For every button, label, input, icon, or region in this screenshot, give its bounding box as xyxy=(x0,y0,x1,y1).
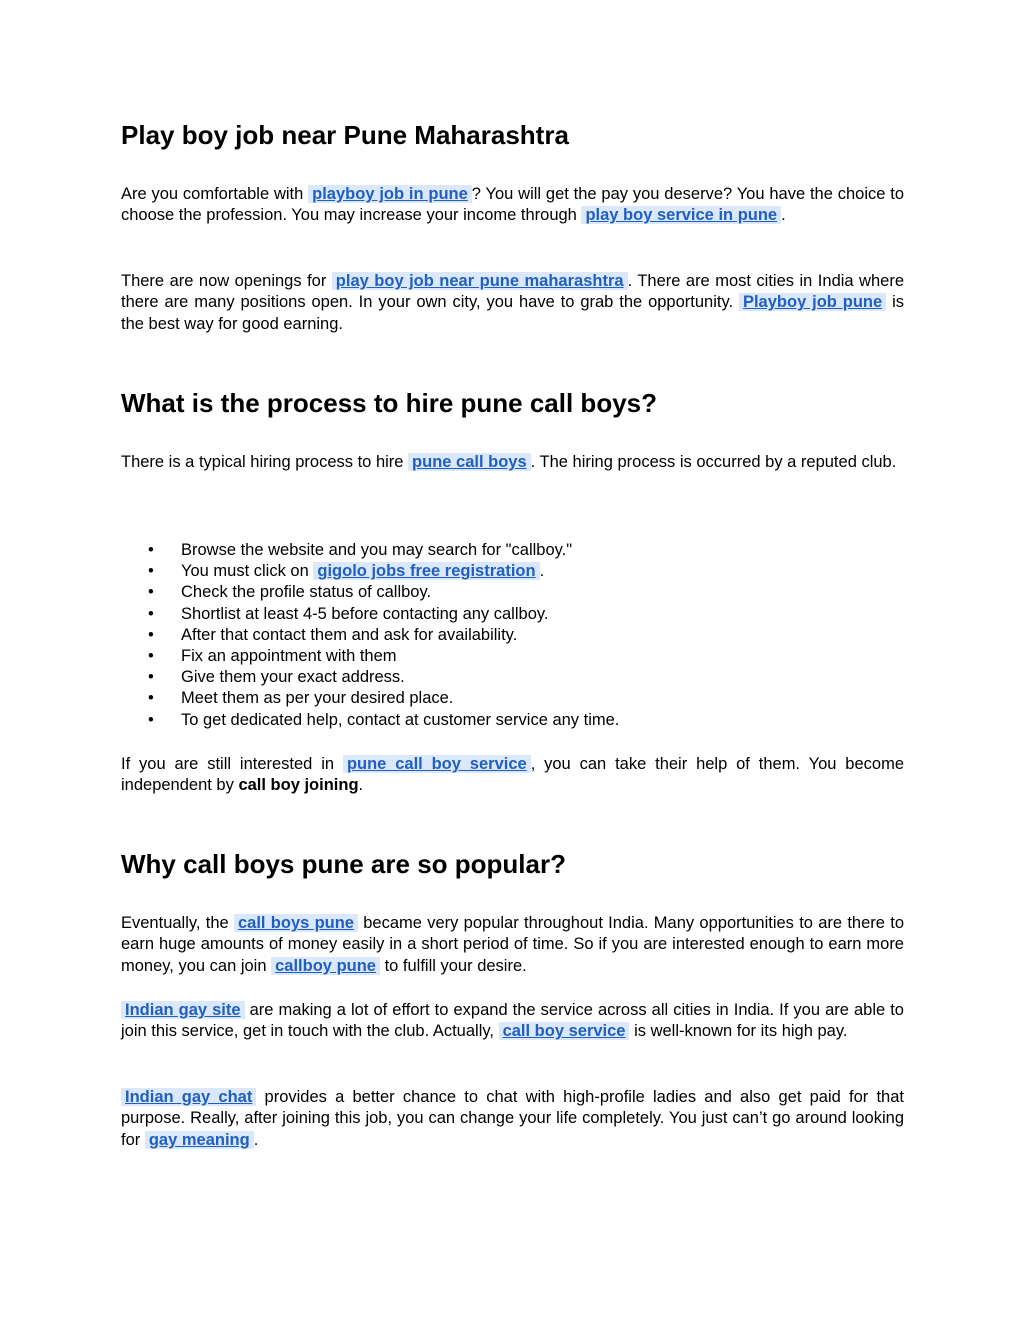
link-playboy-job-pune[interactable]: Playboy job pune xyxy=(739,293,886,311)
text: , you can take their help of them. You become independent by xyxy=(121,755,904,795)
link-call-boy-service[interactable]: call boy service xyxy=(499,1022,630,1040)
text: became very popular throughout India. Many opportunities to are there to earn huge amounts of money easily in a short period of time. So if you are interested enough to earn more money, you can join xyxy=(121,914,904,975)
link-playboy-job-in-pune[interactable]: playboy job in pune xyxy=(308,185,472,203)
heading-play-boy-job: Play boy job near Pune Maharashtra xyxy=(121,120,569,150)
text: Eventually, the xyxy=(121,914,234,932)
heading-why-popular: Why call boys pune are so popular? xyxy=(121,849,566,879)
link-callboy-pune[interactable]: callboy pune xyxy=(271,957,380,975)
link-pune-call-boys[interactable]: pune call boys xyxy=(408,453,531,471)
text: . The hiring process is occurred by a reputed club. xyxy=(530,453,897,471)
text: Are you comfortable with xyxy=(121,185,309,203)
paragraph-openings xyxy=(121,271,904,335)
list-item: • You must click on gigolo jobs free registration . xyxy=(121,561,904,582)
bullet-icon: • xyxy=(148,710,154,729)
text: is well-known for its high pay. xyxy=(629,1022,848,1041)
paragraph-eventually xyxy=(121,913,904,977)
list-item: • Shortlist at least 4-5 before contacting any callboy. xyxy=(121,604,904,625)
text: . xyxy=(253,1130,259,1149)
list-item: • To get dedicated help, contact at customer service any time. xyxy=(121,710,904,731)
bullet-icon: • xyxy=(148,604,154,623)
text: ? You will get the pay you deserve? You have the choice to choose the profession. You may increase your income through xyxy=(121,185,905,225)
bold-call-boy-joining: call boy joining xyxy=(238,776,359,795)
text: provides a better chance to chat with high-profile ladies and also get paid for that purpose. Really, after joining this job, you can change your life completely. You just can’t go around looking for xyxy=(121,1088,904,1149)
link-indian-gay-site[interactable]: Indian gay site xyxy=(121,1001,245,1019)
steps-list xyxy=(121,540,904,731)
link-gigolo-jobs-free-registration[interactable]: gigolo jobs free registration xyxy=(313,562,539,580)
list-item: • Give them your exact address. xyxy=(121,667,904,688)
bullet-icon: • xyxy=(148,647,154,666)
text: There are now openings for xyxy=(121,272,332,290)
link-indian-gay-chat[interactable]: Indian gay chat xyxy=(121,1088,256,1106)
link-gay-meaning[interactable]: gay meaning xyxy=(145,1131,254,1149)
paragraph-gay-chat xyxy=(121,1087,904,1151)
text: is the best way for good earning. xyxy=(121,293,904,333)
link-play-boy-service-in-pune[interactable]: play boy service in pune xyxy=(581,206,781,224)
list-item: • Fix an appointment with them xyxy=(121,646,904,667)
text: are making a lot of effort to expand the service across all cities in India. If you are able to join this service, get in touch with the club. Actually, xyxy=(121,1001,904,1041)
paragraph-hiring xyxy=(121,452,904,473)
paragraph-intro xyxy=(121,184,904,227)
list-item: • Check the profile status of callboy. xyxy=(121,582,904,603)
text: If you are still interested in xyxy=(121,755,343,773)
text: to fulfill your desire. xyxy=(379,956,527,975)
text: . xyxy=(358,776,364,795)
text: . xyxy=(781,206,786,225)
text: There is a typical hiring process to hire xyxy=(121,453,409,471)
heading-hiring-process: What is the process to hire pune call boys? xyxy=(121,388,657,418)
link-pune-call-boy-service[interactable]: pune call boy service xyxy=(343,755,531,773)
bullet-icon: • xyxy=(148,562,154,581)
bullet-icon: • xyxy=(148,583,154,602)
list-item: • After that contact them and ask for availability. xyxy=(121,625,904,646)
bullet-icon: • xyxy=(148,541,154,559)
link-call-boys-pune[interactable]: call boys pune xyxy=(234,914,358,932)
paragraph-interested xyxy=(121,754,904,797)
bullet-icon: • xyxy=(148,625,154,644)
bullet-icon: • xyxy=(148,668,154,687)
list-item: • Browse the website and you may search for "callboy." xyxy=(121,540,904,561)
list-item: • Meet them as per your desired place. xyxy=(121,688,904,709)
link-play-boy-job-near-pune-maharashtra[interactable]: play boy job near pune maharashtra xyxy=(332,272,628,290)
text: . There are most cities in India where there are many positions open. In your own city, you have to grab the opportunity. xyxy=(121,272,904,312)
bullet-icon: • xyxy=(148,689,154,708)
paragraph-gay-site xyxy=(121,1000,904,1043)
